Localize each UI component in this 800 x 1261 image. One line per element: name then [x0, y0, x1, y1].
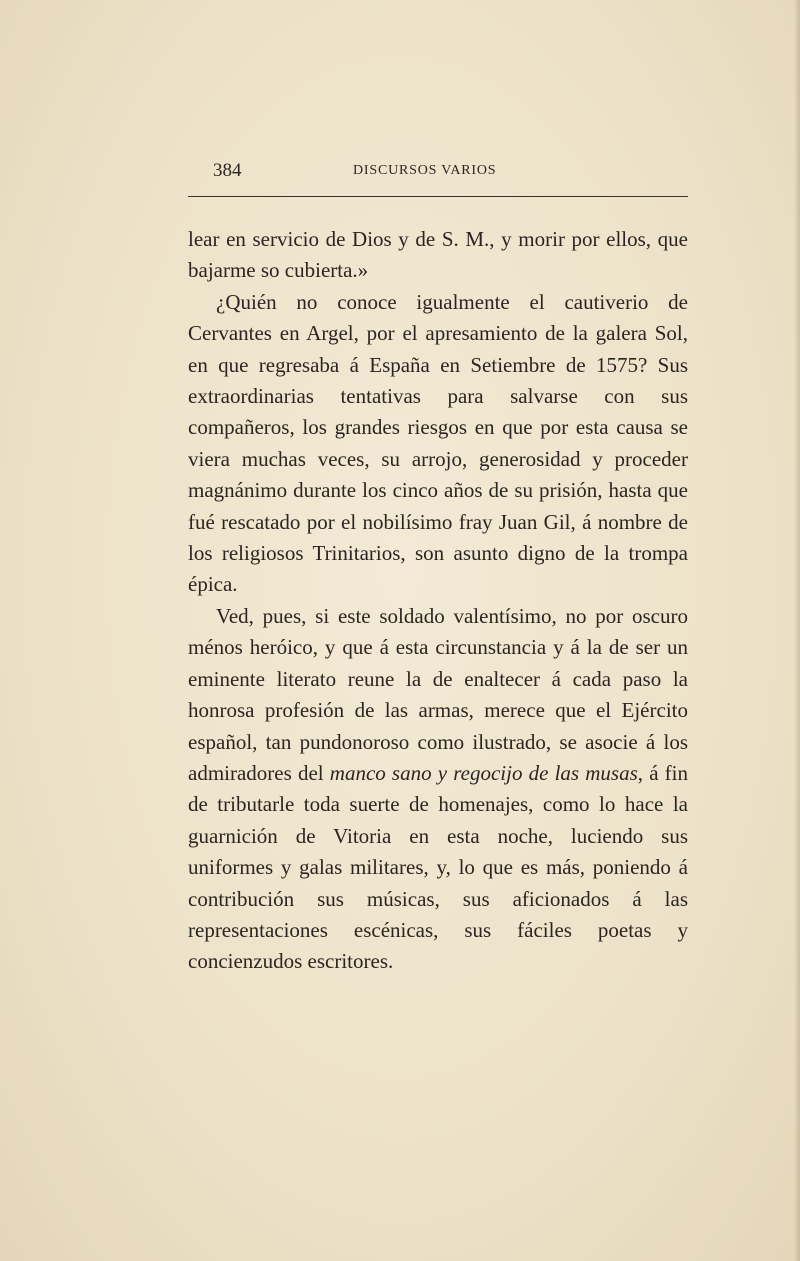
body-text — [188, 224, 688, 978]
page-edge-shadow — [794, 0, 800, 1261]
page-number: 384 — [213, 160, 242, 181]
paragraph-2: ¿Quién no conoce igualmente el cautiverio de Cervantes en Argel, por el apresamiento de la galera Sol, en que regresaba á España en Setiembre de 1575? Sus extraordinarias tentativas para salvarse con sus compañeros, los grandes riesgos en que por esta causa se viera muchas veces, su arrojo, generosidad y proceder magnánimo durante los cinco años de su prisión, hasta que fué rescatado por el nobilísimo fray Juan Gil, á nombre de los religiosos Trinitarios, son asunto digno de la trompa épica. — [188, 289, 688, 597]
paragraph-3-end: , á fin de tributarle toda suerte de homenajes, como lo hace la guarnición de Vitoria en esta noche, luciendo sus uniformes y galas militares, y, lo que es más, poniendo á contribución sus músicas, sus aficionados á las representaciones escénicas, sus fáciles poetas y concienzudos escritores. — [188, 760, 689, 974]
paragraph-1: lear en servicio de Dios y de S. M., y morir por ellos, que bajarme so cubierta.» — [188, 227, 688, 283]
page-header — [188, 160, 700, 184]
header-rule — [188, 196, 688, 197]
running-head: DISCURSOS VARIOS — [353, 163, 497, 178]
paragraph-3-italic-quote: manco sano y regocijo de las musas — [329, 760, 638, 785]
paragraph-3-start: Ved, pues, si este soldado valentísimo, no por oscuro ménos heróico, y que á esta circunstancia y á la de ser un eminente literato reune la de enaltecer á cada paso la honrosa profesión de las armas, merece que el Ejército español, tan pundonoroso como ilustrado, se asocie á los admiradores del — [188, 603, 688, 785]
paragraph-3 — [188, 601, 688, 978]
